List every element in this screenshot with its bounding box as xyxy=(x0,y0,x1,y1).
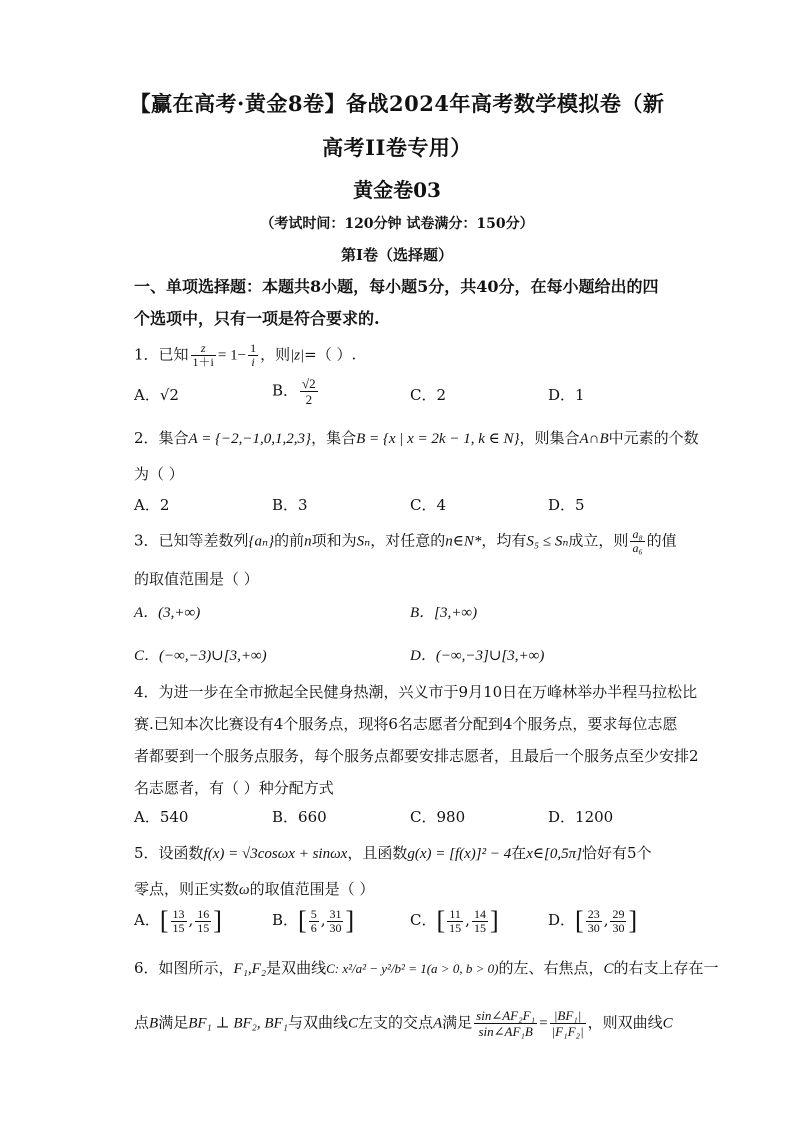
q5-option-d[interactable]: D．[ $\frac{23}{30}$ , $\frac{29}{30}$ ] xyxy=(548,906,638,935)
q3-option-a[interactable]: A．(3,+∞) xyxy=(134,605,201,621)
question-5-line2: 零点，则正实数ω的取值范围是（ ） xyxy=(134,880,375,898)
q3-option-d[interactable]: D．(−∞,−3]∪[3,+∞) xyxy=(410,648,545,664)
question-2-line1: 2．集合A = {−2,−1,0,1,2,3}，集合B = {x | x = 2k − 1, k ∈ N}，则集合A∩B中元素的个数 xyxy=(134,429,699,447)
question-1: 1．已知 $\frac{z}{1+i}$ = 1− $\frac{1}{i}$ ，则|z|=（ ）. xyxy=(134,341,357,369)
q1-option-c[interactable]: C．2 xyxy=(410,386,447,404)
exam-title-line1: 【赢在高考·黄金8卷】备战2024年高考数学模拟卷（新 xyxy=(129,91,665,116)
q4-option-d[interactable]: D．1200 xyxy=(548,808,614,826)
q1-fraction2: $\frac{1}{i}$ xyxy=(250,341,257,369)
instructions-line2: 个选项中，只有一项是符合要求的. xyxy=(134,309,380,328)
exam-subtitle: 黄金卷03 xyxy=(353,178,441,202)
q2-option-c[interactable]: C．4 xyxy=(410,496,447,514)
q3-option-b[interactable]: B．[3,+∞) xyxy=(410,605,478,621)
question-6-line1: 6．如图所示，F₁,F₂是双曲线C: x²/a² − y²/b² = 1(a > 0, b > 0)的左、右焦点，C的右支上存在一 xyxy=(134,959,719,977)
q4-option-a[interactable]: A．540 xyxy=(134,808,189,826)
q5-option-c[interactable]: C．[ $\frac{11}{15}$ , $\frac{14}{15}$ ] xyxy=(410,906,499,935)
q1-abs-z: |z| xyxy=(290,347,305,364)
question-4-line4: 名志愿者，有（ ）种分配方式 xyxy=(134,779,334,797)
exam-title-line2: 高考II卷专用） xyxy=(322,135,472,160)
section-heading: 第I卷（选择题） xyxy=(340,246,454,264)
instructions-line1: 一、单项选择题：本题共8小题，每小题5分，共40分，在每小题给出的四 xyxy=(134,277,659,296)
q1-option-a[interactable]: A．√2 xyxy=(134,386,179,404)
q4-option-c[interactable]: C．980 xyxy=(410,808,466,826)
q2-option-b[interactable]: B．3 xyxy=(272,496,308,514)
q2-option-d[interactable]: D．5 xyxy=(548,496,585,514)
exam-info: （考试时间：120分钟 试卷满分：150分） xyxy=(260,216,534,232)
q1-option-d[interactable]: D．1 xyxy=(548,386,585,404)
q4-option-b[interactable]: B．660 xyxy=(272,808,327,826)
q3-option-c[interactable]: C．(−∞,−3)∪[3,+∞) xyxy=(134,648,267,664)
question-6-line2: 点B满足BF₁ ⊥ BF₂, BF₁与双曲线C左支的交点A满足 $\frac{\text{sin∠AF₂F₁}}{\text{sin∠AF₁B}}$ = $\frac{\text{|BF₁|}}{\text{|F₁F₂|}}$ ，则双曲线C xyxy=(134,1008,673,1039)
question-3-line2: 的取值范围是（ ） xyxy=(134,570,259,588)
q5-option-b[interactable]: B．[ $\frac{5}{6}$ , $\frac{31}{30}$ ] xyxy=(272,906,355,935)
q2-option-a[interactable]: A．2 xyxy=(134,496,170,514)
question-3-line1: 3．已知等差数列{aₙ}的前n项和为Sₙ，对任意的n∈N*，均有S₅ ≤ Sₙ成立，则 $\frac{\text{a₈}}{\text{a₆}}$ 的值 xyxy=(134,527,677,555)
question-5-line1: 5．设函数f(x) = √3cosωx + sinωx，且函数g(x) = [f(x)]² − 4在x∈[0,5π]恰好有5个 xyxy=(134,844,652,862)
q1-option-b[interactable]: B． $\frac{√2}{2}$ xyxy=(272,376,316,407)
question-2-line2: 为（ ） xyxy=(134,465,184,483)
q5-option-a[interactable]: A．[ $\frac{13}{15}$ , $\frac{16}{15}$ ] xyxy=(134,906,222,935)
question-4-line3: 者都要到一个服务点服务，每个服务点都要安排志愿者，且最后一个服务点至少安排2 xyxy=(134,747,699,765)
question-4-line1: 4．为进一步在全市掀起全民健身热潮，兴义市于9月10日在万峰林举办半程马拉松比 xyxy=(134,683,698,701)
q1-number: 1．已知 xyxy=(134,345,189,364)
question-4-line2: 赛.已知本次比赛设有4个服务点，现将6名志愿者分配到4个服务点，要求每位志愿 xyxy=(134,715,678,733)
q1-fraction: $\frac{z}{1+i}$ xyxy=(192,341,214,369)
